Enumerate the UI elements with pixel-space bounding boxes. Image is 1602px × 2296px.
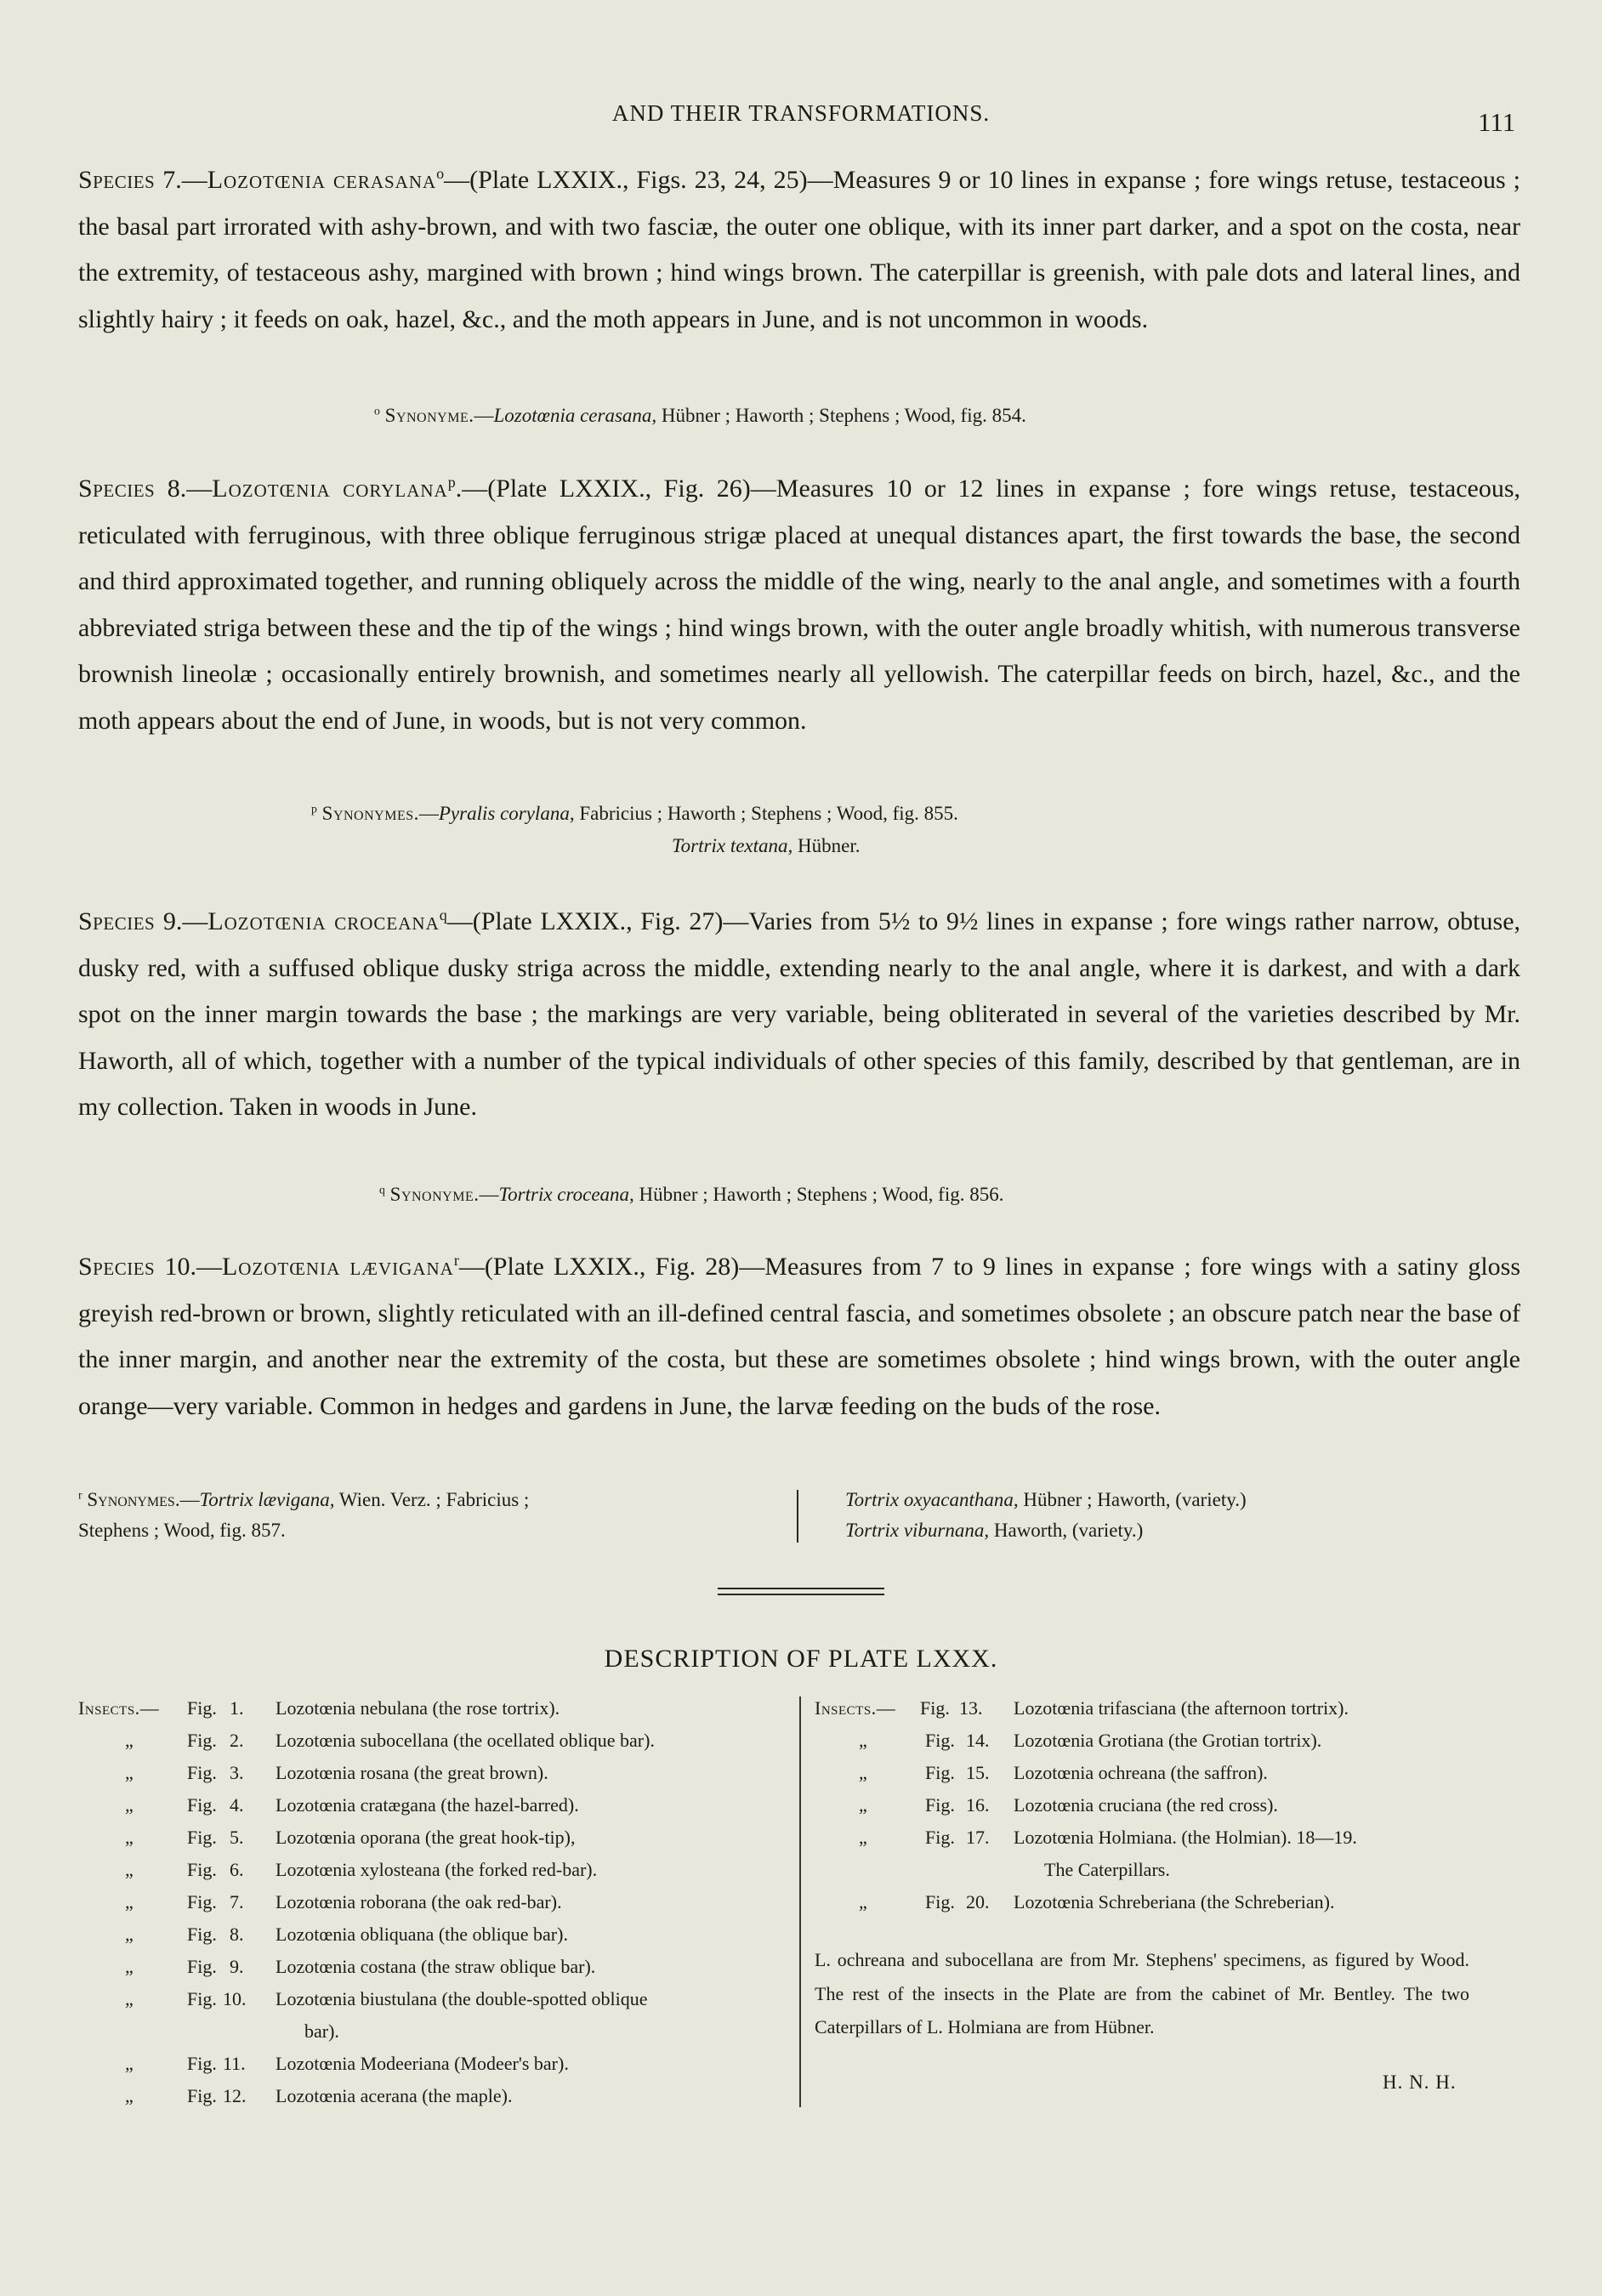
species-genus: Lozotœnia (207, 166, 326, 194)
species-genus: Lozotœnia (221, 1253, 341, 1281)
species-7-paragraph: Species 7.—Lozotœnia cerasana$^o$—(Plate LXXIX., Figs. 23, 24, 25)—Measures 9 or 10 lines in expanse ; fore wings retuse, testaceous ; the basal part irrorated with ashy-brown, and with two fasciæ, the outer one oblique, with its inner part darker, and a spot on the costa, near the extremity, of testaceous ashy, margined with brown ; hind wings brown. The caterpillar is greenish, with pale dots and lateral lines, and slightly hairy ; it feeds on oak, hazel, &c., and the moth appears in June, and is not uncommon in woods. (78, 165, 1520, 333)
species-description: —(Plate LXXIX., Fig. 27)—Varies from 5½ to 9½ lines in expanse ; fore wings rather narrow, obtuse, dusky red, with a suffused oblique dusky striga across the middle, extending nearly to the anal angle, where it is darkest, and with a dark spot on the inner margin towards the base ; the markings are very variable, being obliterated in several of the varieties described by Mr. Haworth, all of which, together with a number of the typical individuals of other species of this family, described by that gentleman, are in my collection. Taken in woods in June. (78, 907, 1521, 1121)
legend-row: Insects.— Fig. 1. Lozotœnia nebulana (the rose tortrix). (78, 1697, 560, 1719)
footnote-mark: p (447, 474, 456, 491)
legend-row: „ Fig. 14. Lozotœnia Grotiana (the Grotian tortrix). (859, 1730, 1322, 1751)
page-number: 111 (1478, 107, 1516, 137)
species-epithet: lævigana (349, 1253, 454, 1281)
species-epithet: corylana (343, 475, 448, 503)
plate-note: L. ochreana and subocellana are from Mr. Stephens' specimens, as figured by Wood. The rest of the insects in the Plate are from the cabinet of Mr. Bentley. The two Caterpillars of L. Holmiana are from Hübner. (815, 1949, 1469, 2037)
species-number: 10. (164, 1253, 196, 1281)
legend-column-divider (799, 1696, 801, 2107)
species-genus: Lozotœnia (207, 907, 327, 935)
section-double-rule (718, 1588, 884, 1595)
species-genus: Lozotœnia (212, 475, 331, 503)
legend-row: „ Fig. 3. Lozotœnia rosana (the great brown). (125, 1762, 548, 1783)
species-label: Species (78, 1253, 156, 1281)
legend-row: „ Fig. 9. Lozotœnia costana (the straw oblique bar). (125, 1956, 596, 1977)
species-number: 7. (162, 166, 182, 194)
species-label: Species (78, 475, 156, 503)
synonym-7: $^o$ Synonyme.—Lozotœnia cerasana, Hübner ; Haworth ; Stephens ; Wood, fig. 854. (374, 404, 1026, 426)
legend-row: „ Fig. 15. Lozotœnia ochreana (the saffron). (859, 1762, 1268, 1783)
legend-row: „ Fig. 20. Lozotœnia Schreberiana (the Schreberian). (859, 1891, 1335, 1912)
synonym-column-divider (797, 1490, 798, 1543)
author-signature: H. N. H. (1383, 2072, 1457, 2093)
synonym-10-right: Tortrix oxyacanthana, Hübner ; Haworth, (variety.) Tortrix viburnana, Haworth, (variety.) (845, 1489, 1247, 1541)
legend-row-continuation: The Caterpillars. (1044, 1859, 1170, 1880)
running-head: AND THEIR TRANSFORMATIONS. (611, 100, 991, 126)
legend-row: „ Fig. 6. Lozotœnia xylosteana (the forked red-bar). (125, 1859, 598, 1880)
plate-legend-left (78, 1692, 784, 2112)
species-10-paragraph: Species 10.—Lozotœnia lævigana$^r$—(Plate LXXIX., Fig. 28)—Measures from 7 to 9 lines in expanse ; fore wings with a satiny gloss greyish red-brown or brown, slightly reticulated with an ill-defined central fascia, and sometimes obsolete ; an obscure patch near the base of the inner margin, and another near the extremity of the costa, but these are sometimes obsolete ; hind wings brown, with the outer angle orange—very variable. Common in hedges and gardens in June, the larvæ feeding on the buds of the rose. (78, 1252, 1521, 1420)
legend-row: „ Fig. 17. Lozotœnia Holmiana. (the Holmian). 18—19. (859, 1827, 1357, 1848)
legend-row: „ Fig. 8. Lozotœnia obliquana (the oblique bar). (125, 1924, 568, 1945)
species-description: —(Plate LXXIX., Figs. 23, 24, 25)—Measures 9 or 10 lines in expanse ; fore wings retuse, testaceous ; the basal part irrorated with ashy-brown, and with two fasciæ, the outer one oblique, with its inner part darker, and a spot on the costa, near the extremity, of testaceous ashy, margined with brown ; hind wings brown. The caterpillar is greenish, with pale dots and lateral lines, and slightly hairy ; it feeds on oak, hazel, &c., and the moth appears in June, and is not uncommon in woods. (78, 166, 1520, 333)
species-label: Species (78, 907, 156, 935)
legend-row: „ Fig. 10. Lozotœnia biustulana (the double-spotted oblique (125, 1988, 648, 2009)
synonym-8: $^p$ Synonymes.—Pyralis corylana, Fabricius ; Haworth ; Stephens ; Wood, fig. 855. (311, 802, 958, 824)
legend-row-continuation: bar). (304, 2020, 339, 2042)
footnote-mark: o (436, 165, 445, 182)
species-label: Species (78, 166, 156, 194)
species-description: —(Plate LXXIX., Fig. 28)—Measures from 7 to 9 lines in expanse ; fore wings with a satiny gloss greyish red-brown or brown, slightly reticulated with an ill-defined central fascia, and sometimes obsolete ; an obscure patch near the base of the inner margin, and another near the extremity of the costa, but these are sometimes obsolete ; hind wings brown, with the outer angle orange—very variable. Common in hedges and gardens in June, the larvæ feeding on the buds of the rose. (78, 1253, 1521, 1420)
species-number: 8. (167, 475, 187, 503)
legend-row: „ Fig. 5. Lozotœnia oporana (the great hook-tip), (125, 1827, 576, 1848)
legend-row: „ Fig. 7. Lozotœnia roborana (the oak red-bar). (125, 1891, 562, 1912)
species-epithet: cerasana (332, 166, 437, 194)
legend-row: Insects.— Fig. 13. Lozotœnia trifasciana (the afternoon tortrix). (815, 1697, 1349, 1719)
synonym-10-left: $^r$ Synonymes.—Tortrix lævigana, Wien. Verz. ; Fabricius ; Stephens ; Wood, fig. 857. (78, 1488, 530, 1541)
species-description: .—(Plate LXXIX., Fig. 26)—Measures 10 or 12 lines in expanse ; fore wings retuse, testaceous, reticulated with ferruginous, with three oblique ferruginous strigæ placed at unequal distances apart, the first towards the base, the second and third approximated together, and running obliquely across the middle of the wing, nearly to the anal angle, and sometimes with a fourth abbreviated striga between these and the tip of the wings ; hind wings brown, with the outer angle broadly whitish, with numerous transverse brownish lineolæ ; occasionally entirely brownish, and sometimes nearly all yellowish. The caterpillar feeds on birch, hazel, &c., and the moth appears about the end of June, in woods, but is not very common. (78, 475, 1521, 735)
species-8-paragraph: Species 8.—Lozotœnia corylana$^p$.—(Plate LXXIX., Fig. 26)—Measures 10 or 12 lines in expanse ; fore wings retuse, testaceous, reticulated with ferruginous, with three oblique ferruginous strigæ placed at unequal distances apart, the first towards the base, the second and third approximated together, and running obliquely across the middle of the wing, nearly to the anal angle, and sometimes with a fourth abbreviated striga between these and the tip of the wings ; hind wings brown, with the outer angle broadly whitish, with numerous transverse brownish lineolæ ; occasionally entirely brownish, and sometimes nearly all yellowish. The caterpillar feeds on birch, hazel, &c., and the moth appears about the end of June, in woods, but is not very common. (78, 474, 1521, 735)
synonym-9: $^q$ Synonyme.—Tortrix croceana, Hübner ; Haworth ; Stephens ; Wood, fig. 856. (379, 1183, 1004, 1205)
species-epithet: croceana (334, 907, 440, 935)
legend-row: „ Fig. 16. Lozotœnia cruciana (the red cross). (859, 1794, 1278, 1816)
legend-row: „ Fig. 4. Lozotœnia cratægana (the hazel-barred). (125, 1794, 579, 1816)
species-number: 9. (162, 907, 183, 935)
plate-title: DESCRIPTION OF PLATE LXXX. (604, 1645, 998, 1673)
footnote-mark: q (439, 906, 447, 924)
legend-row: „ Fig. 11. Lozotœnia Modeeriana (Modeer's bar). (125, 2053, 569, 2074)
species-9-paragraph: Species 9.—Lozotœnia croceana$^q$—(Plate LXXIX., Fig. 27)—Varies from 5½ to 9½ lines in expanse ; fore wings rather narrow, obtuse, dusky red, with a suffused oblique dusky striga across the middle, extending nearly to the anal angle, where it is darkest, and with a dark spot on the inner margin towards the base ; the markings are very variable, being obliterated in several of the varieties described by Mr. Haworth, all of which, together with a number of the typical individuals of other species of this family, described by that gentleman, are in my collection. Taken in woods in June. (78, 906, 1521, 1121)
legend-row: „ Fig. 2. Lozotœnia subocellana (the ocellated oblique bar). (125, 1730, 655, 1751)
footnote-mark: r (453, 1252, 459, 1269)
legend-row: „ Fig. 12. Lozotœnia acerana (the maple). (125, 2085, 513, 2106)
plate-legend-right (815, 1692, 1495, 1918)
synonym-8-line2: Tortrix textana, Hübner. (672, 835, 861, 856)
